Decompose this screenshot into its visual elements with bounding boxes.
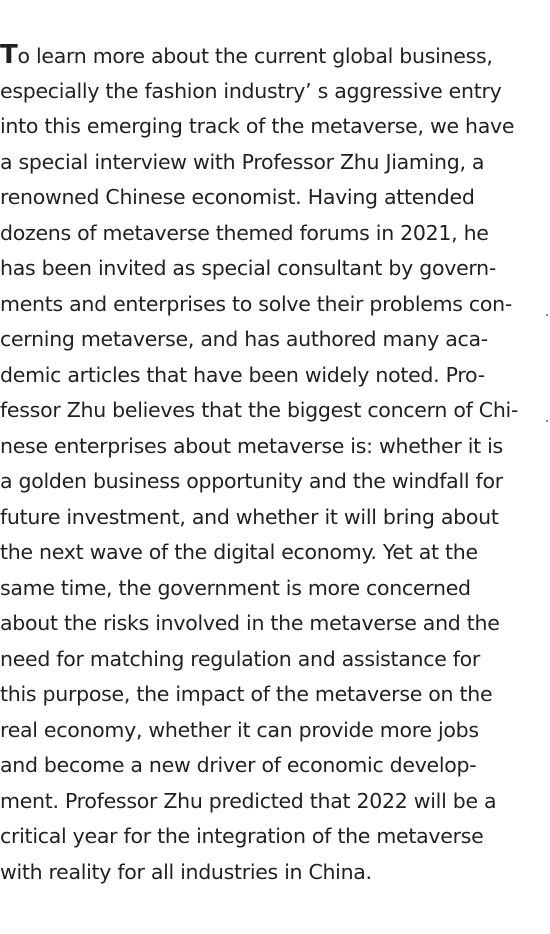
text-line: about the risks involved in the metaverse and the [0,611,500,635]
text-line [0,38,550,74]
text-line: the next wave of the digital economy. Yet at the [0,540,478,564]
text-line: especially the fashion industry’ s aggressive entry [0,78,502,103]
text-line: a special interview with Professor Zhu Jiaming, a [0,149,485,174]
article-paragraph [0,38,550,890]
text-line: ment. Professor Zhu predicted that 2022 will be a [0,788,497,813]
text-line: dozens of metaverse themed forums in 2021, he [0,220,489,245]
text-line: has been invited as special consultant by govern- [0,256,497,280]
text-line: and become a new driver of economic develop- [0,753,477,777]
text-line: demic articles that have been widely noted. Pro- [0,362,485,387]
text-line: with reality for all industries in China. [0,859,372,884]
margin-dot [546,314,548,316]
text-line: renowned Chinese economist. Having attended [0,185,475,209]
text-line: into this emerging track of the metaverse, we have [0,114,515,138]
text-line: this purpose, the impact of the metaverse on the [0,682,493,706]
text-line: need for matching regulation and assistance for [0,646,481,671]
text-line: cerning metaverse, and has authored many aca- [0,327,488,351]
text-line: ments and enterprises to solve their problems con- [0,291,512,316]
text-line: same time, the government is more concerned [0,575,471,600]
text-line: fessor Zhu believes that the biggest concern of Chi- [0,398,519,422]
text-line: real economy, whether it can provide more jobs [0,717,479,742]
drop-cap: T [0,40,18,70]
text-line: future investment, and whether it will bring about [0,504,499,529]
text-line: a golden business opportunity and the windfall for [0,469,503,493]
text-line: critical year for the integration of the metaverse [0,824,484,848]
margin-dot [546,420,548,422]
line-text: o learn more about the current global business, [17,44,493,68]
text-line: nese enterprises about metaverse is: whether it is [0,433,503,458]
